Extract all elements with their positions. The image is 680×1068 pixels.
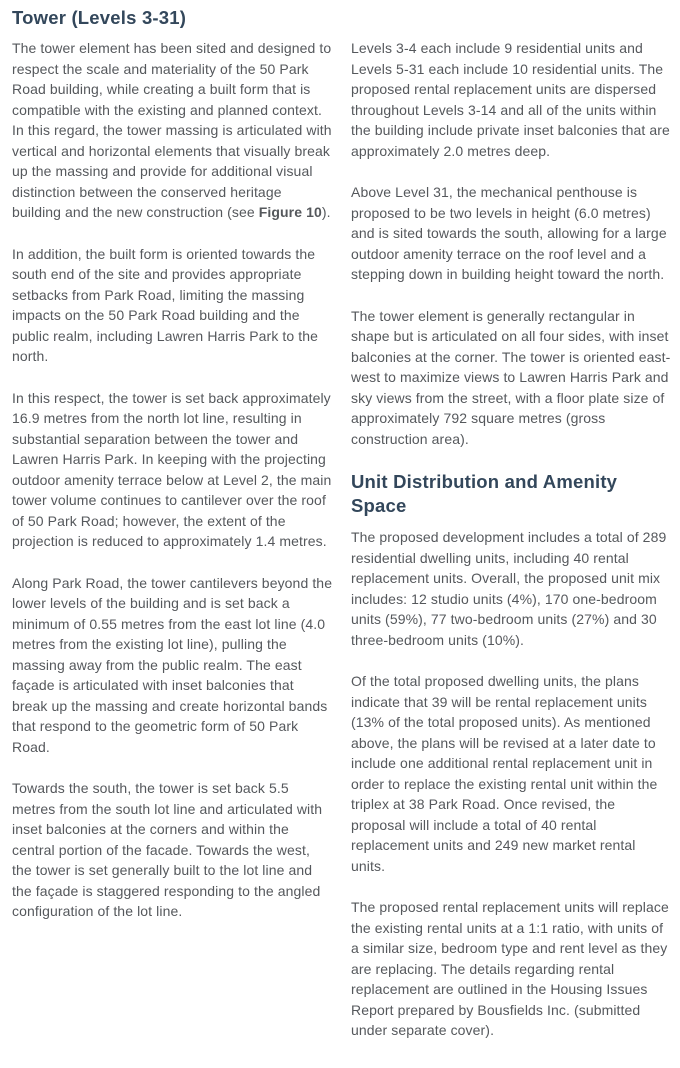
text-run: Of the total proposed dwelling units, the plans indicate that 39 will be rental replacement units (13% of the total proposed units). As mentioned above, the plans will be revised at a later date to include one additional rental replacement unit in order to replace the existing rental unit within the triplex at 38 Park Road. Once revised, the proposal will include a total of 40 rental replacement units and 249 new market rental units. [351,673,658,874]
text-run: The proposed development includes a total of 289 residential dwelling units, including 40 rental replacement units. Overall, the proposed unit mix includes: 12 studio units (4%), 170 one-bedroom units (59%), 77 two-bedroom units (27%) and 30 three-bedroom units (10%). [351,529,667,648]
paragraph [12,573,333,758]
paragraph [351,527,672,650]
section-heading-tower: Tower (Levels 3-31) [12,7,187,28]
paragraph [12,38,333,223]
section-heading-unit-distribution: Unit Distribution and Amenity Space [351,471,618,516]
right-column-paragraphs-bottom [351,527,672,1041]
text-run: Along Park Road, the tower cantilevers beyond the lower levels of the building and is set back a minimum of 0.55 metres from the east lot line (4.0 metres from the existing lot line), pulling the massing away from the public realm. The east façade is articulated with inset balconies that break up the massing and create horizontal bands that respond to the geometric form of 50 Park Road. [12,574,333,755]
text-run: The tower element is generally rectangular in shape but is articulated on all four sides, with inset balconies at the corner. The tower is oriented east-west to maximize views to Lawren Harris Park and sky views from the street, with a floor plate size of approximately 792 square metres (gross construction area). [351,307,671,447]
paragraph [12,388,333,552]
paragraph [351,38,672,161]
left-column-paragraphs [12,38,333,922]
bold-text-run: Figure 10 [258,204,322,220]
paragraph [12,244,333,367]
right-column [351,6,672,1062]
left-column [12,6,333,1062]
paragraph [351,306,672,450]
right-column-paragraphs-top [351,38,672,449]
text-run: The proposed rental replacement units will replace the existing rental units at a 1:1 ratio, with units of a similar size, bedroom type and rent level as they are replacing. The details regarding rental replacement are outlined in the Housing Issues Report prepared by Bousfields Inc. (submitted under separate cover). [351,899,669,1038]
right-column-top-spacer [351,6,672,38]
text-run: ). [321,204,331,220]
text-run: Towards the south, the tower is set back 5.5 metres from the south lot line and articulated with inset balconies at the corners and within the central portion of the facade. Towards the west, the tower is set generally built to the lot line and the façade is staggered responding to the angled configuration of the lot line. [12,780,323,919]
text-run: Levels 3-4 each include 9 residential units and Levels 5-31 each include 10 residential units. The proposed rental replacement units are dispersed throughout Levels 3-14 and all of the units within the building include private inset balconies that are approximately 2.0 metres deep. [351,40,670,159]
text-run: In addition, the built form is oriented towards the south end of the site and provides appropriate setbacks from Park Road, limiting the massing impacts on the 50 Park Road building and the public realm, including Lawren Harris Park to the north. [12,245,319,364]
text-run: Above Level 31, the mechanical penthouse is proposed to be two levels in height (6.0 metres) and is sited towards the south, allowing for a large outdoor amenity terrace on the roof level and a stepping down in building height toward the north. [351,184,667,282]
paragraph [12,778,333,922]
text-run: The tower element has been sited and designed to respect the scale and materiality of the 50 Park Road building, while creating a built form that is compatible with the existing and planned context. In this regard, the tower massing is articulated with vertical and horizontal elements that visually break up the massing and provide for additional visual distinction between the conserved heritage building and the new construction (see [12,40,332,220]
paragraph [351,671,672,876]
paragraph [351,897,672,1041]
text-run: In this respect, the tower is set back approximately 16.9 metres from the north lot line, resulting in substantial separation between the tower and Lawren Harris Park. In keeping with the projecting outdoor amenity terrace below at Level 2, the main tower volume continues to cantilever over the roof of 50 Park Road; however, the extent of the projection is reduced to approximately 1.4 metres. [12,389,332,549]
paragraph [351,182,672,285]
